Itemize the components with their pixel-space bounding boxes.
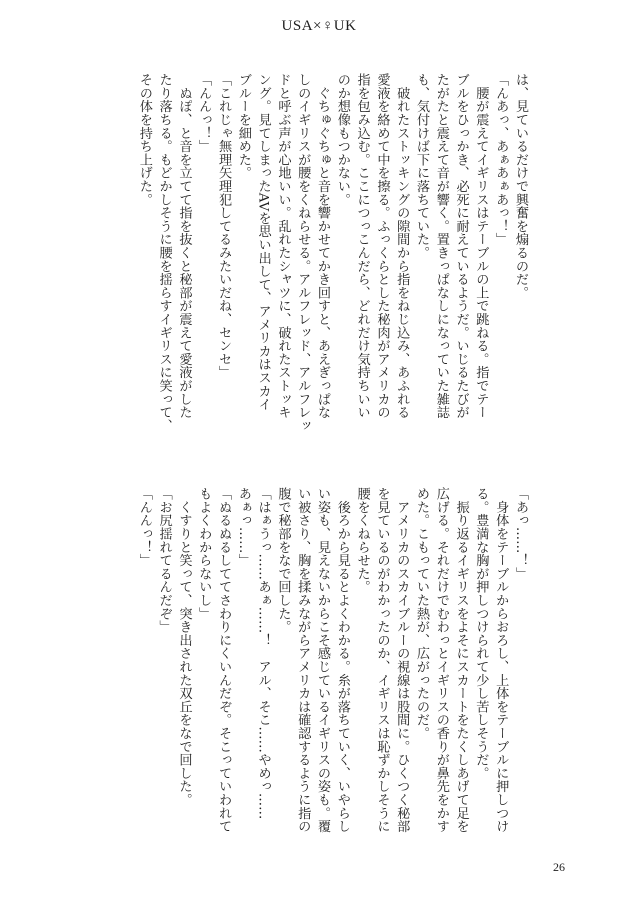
text-line: 広げる。それだけでむわっとイギリスの香りが鼻先をかす xyxy=(433,487,449,833)
text-line: は、見ているだけで興奮を煽るのだ。 xyxy=(513,73,528,300)
text-line: 「これじゃ無理矢理犯してるみたいだね、センセ」 xyxy=(216,73,232,379)
text-line: たがたと震えて音が響く。置きっぱなしになっていた雑誌 xyxy=(433,73,449,419)
upper-text-block xyxy=(134,73,530,443)
text-line: ブルをひっかき、必死に耐えているようだ。いじるたびが xyxy=(453,73,469,419)
text-line: ング。見てしまったAVを思い出して、アメリカはスカイ xyxy=(255,73,271,411)
text-line: たり落ちる。もどかしそうに腰を揺らすイギリスに笑って、 xyxy=(156,73,172,433)
lower-text-block xyxy=(134,487,530,857)
text-line: 振り返るイギリスをよそにスカートをたくしあげて足を xyxy=(453,487,469,833)
text-line: めた。こもっていた熱が、広がったのだ。 xyxy=(414,487,430,740)
text-line: 破れたストッキングの隙間から指をねじ込み、あふれる xyxy=(394,73,410,419)
text-line: のか想像もつかない。 xyxy=(334,73,350,206)
text-line: 「んあっ、あぁあぁあっ！」 xyxy=(493,73,509,246)
text-line: ぬぽ、と音を立てて指を抜くと秘部が震えて愛液がした xyxy=(176,73,192,419)
text-line: その体を持ち上げた。 xyxy=(136,73,152,206)
text-line: 愛液を絡めて中を擦る。ふっくらとした秘肉がアメリカの xyxy=(374,73,390,419)
text-line: 後ろから見るとよくわかる。糸が落ちていく、いやらし xyxy=(334,487,350,833)
text-line: い被さり、胸を揉みながらアメリカは確認するように指の xyxy=(295,487,311,833)
text-line: 「ぬるぬるしててさわりにくいんだぞ。そこっていわれて xyxy=(216,487,232,833)
text-line: ぐちゅぐちゅと音を響かせてかき回すと、あえぎっぱな xyxy=(315,73,331,419)
text-line: ブルーを細めた。 xyxy=(235,73,251,180)
text-line: 指を包み込む。ここにつっこんだら、どれだけ気持ちいい xyxy=(354,73,370,419)
text-line: る。豊満な胸が押しつけられて少し苦しそうだ。 xyxy=(473,487,489,780)
text-line: 腹で秘部をなで回した。 xyxy=(275,487,291,634)
text-line: 腰をくねらせた。 xyxy=(354,487,370,594)
text-line: い姿も、見えないからこそ感じているイギリスの姿も。覆 xyxy=(315,487,331,833)
running-header: USA×♀UK xyxy=(281,18,357,34)
text-line: 「んんっ！」 xyxy=(136,487,152,567)
text-line: 「はぁうっ……あぁ……！ アル、そこ……やめっ…… xyxy=(255,487,271,820)
text-line: 身体をテーブルからおろし、上体をテーブルに押しつけ xyxy=(493,487,509,833)
text-line: 腰が震えてイギリスはテーブルの上で跳ねる。指でテー xyxy=(473,73,489,419)
text-line: もよくわからないし」 xyxy=(196,487,212,620)
text-line: 「んんっ！」 xyxy=(196,73,212,153)
text-line: しのイギリスが腰をくねらせる。アルフレッド、アルフレッ xyxy=(295,73,311,433)
text-line: も、気付けば下に落ちていた。 xyxy=(414,73,430,260)
text-line: 「お尻揺れてるんだぞ」 xyxy=(156,487,172,634)
text-line: 「あっ……！」 xyxy=(513,487,528,581)
text-line: アメリカのスカイブルーの視線は股間に。ひくつく秘部 xyxy=(394,487,410,833)
text-line: ドと呼ぶ声が心地いい。乱れたシャツに、破れたストッキ xyxy=(275,73,291,419)
page-number: 26 xyxy=(553,860,565,874)
text-line: を見ているのがわかったのか、イギリスは恥ずかしそうに xyxy=(374,487,390,833)
text-line: あぁっ……」 xyxy=(235,487,251,567)
text-line: くすりと笑って、突き出された双丘をなで回した。 xyxy=(176,487,192,807)
